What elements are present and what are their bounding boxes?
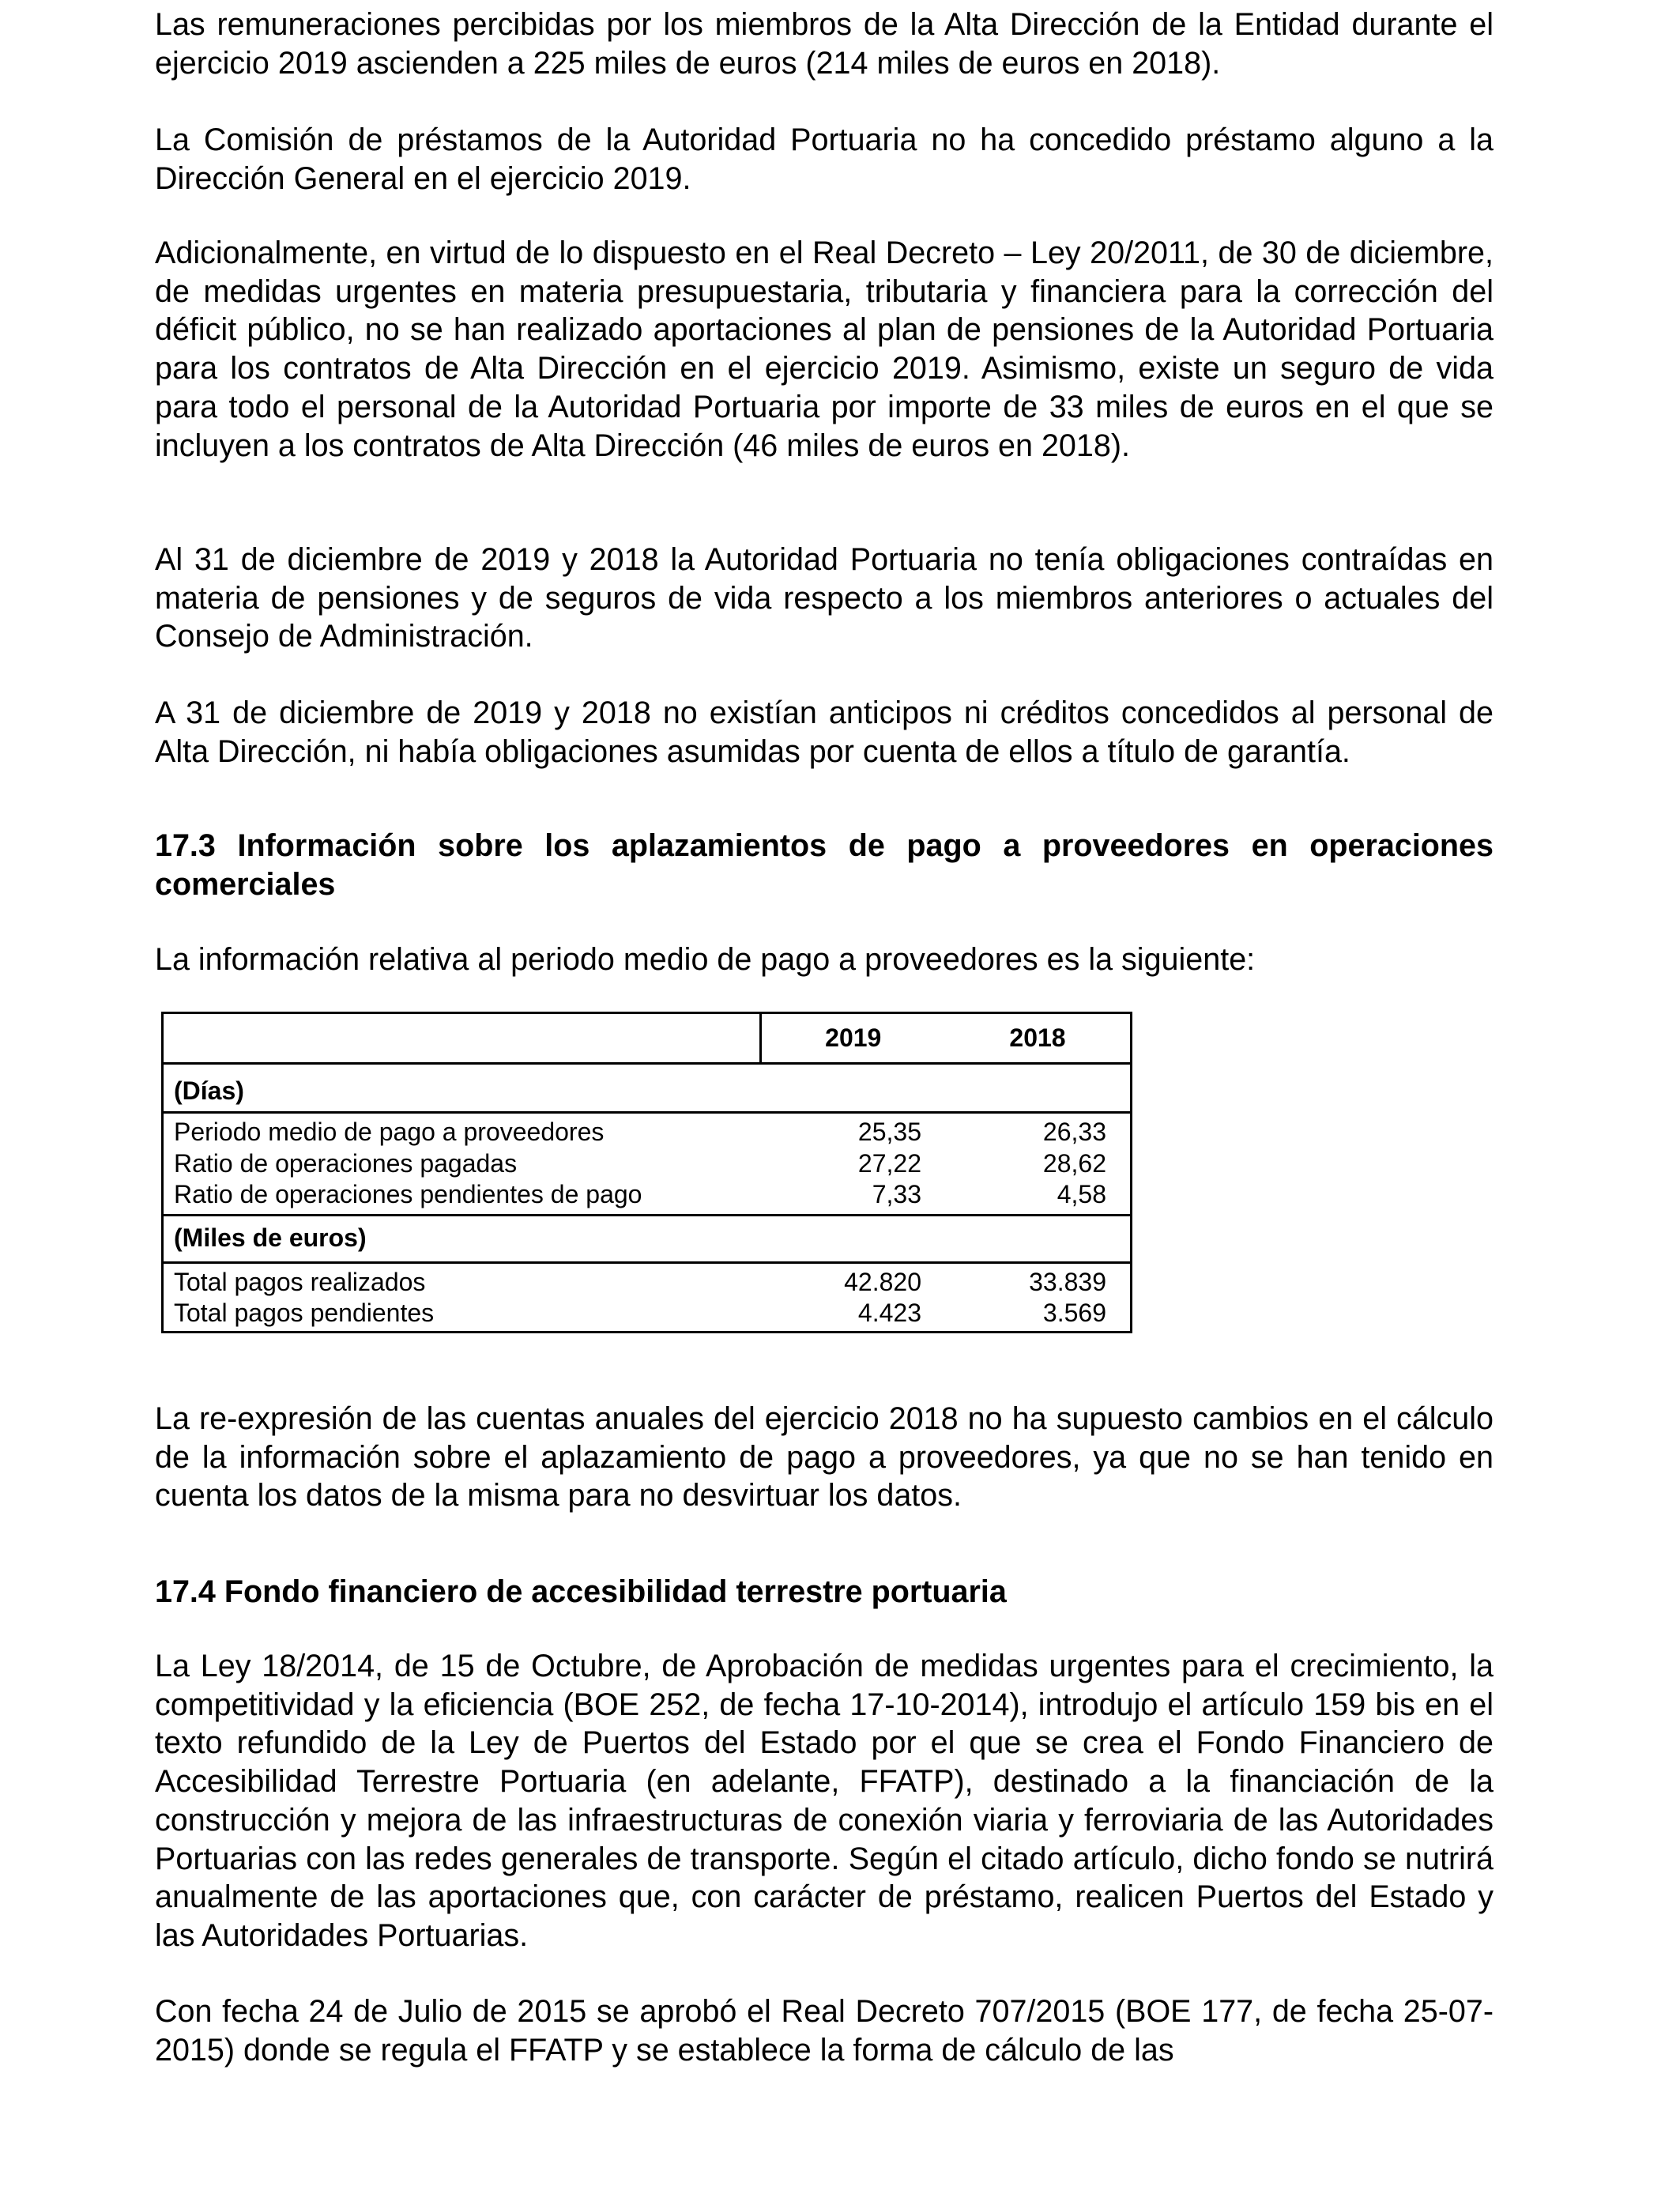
- paragraph-anticipos: A 31 de diciembre de 2019 y 2018 no existían anticipos ni créditos concedidos al personal de Alta Dirección, ni había obligaciones asumidas por cuenta de ellos a título de garantía.: [155, 696, 1494, 769]
- row-label: Total pagos realizados: [174, 1267, 426, 1296]
- row-value-2018: 3.569: [1042, 1299, 1106, 1327]
- table-group-miles-euros: (Miles de euros): [174, 1223, 367, 1253]
- table-group-dias: (Días): [174, 1076, 244, 1105]
- section-heading-17-3: 17.3 Información sobre los aplazamientos de pago a proveedores en operaciones comerciales: [155, 828, 1494, 902]
- paragraph-ley-18-2014: La Ley 18/2014, de 15 de Octubre, de Aprobación de medidas urgentes para el crecimiento, la competitividad y la eficiencia (BOE 252, de fecha 17-10-2014), introdujo el artículo 159 bis en el texto refundido de la Ley de Puertos del Estado por el que se crea el Fondo Financiero de Accesibilidad Terrestre Portuaria (en adelante, FFATP), destinado a la financiación de la construcción y mejora de las infraestructuras de conexión viaria y ferroviaria de las Autoridades Portuarias con las redes generales de transporte. Según el citado artículo, dicho fondo se nutrirá anualmente de las aportaciones que, con carácter de préstamo, realicen Puertos del Estado y las Autoridades Portuarias.: [155, 1649, 1494, 1953]
- section-heading-17-4: 17.4 Fondo financiero de accesibilidad terrestre portuaria: [155, 1574, 1007, 1609]
- row-value-2018: 33.839: [1029, 1267, 1106, 1296]
- row-value-2018: 4,58: [1057, 1180, 1106, 1208]
- row-label: Total pagos pendientes: [174, 1299, 435, 1327]
- table-group-row: [163, 1215, 1132, 1262]
- table-row: [163, 1298, 1132, 1332]
- table-header-empty: [163, 1013, 761, 1064]
- paragraph-real-decreto: Adicionalmente, en virtud de lo dispuesto en el Real Decreto – Ley 20/2011, de 30 de diciembre, de medidas urgentes en materia presupuestaria, tributaria y financiera para la corrección del déficit público, no se han realizado aportaciones al plan de pensiones de la Autoridad Portuaria para los contratos de Alta Dirección en el ejercicio 2019. Asimismo, existe un seguro de vida para todo el personal de la Autoridad Portuaria por importe de 33 miles de euros en el que se incluyen a los contratos de Alta Dirección (46 miles de euros en 2018).: [155, 236, 1494, 463]
- row-value-2018: 26,33: [1042, 1118, 1106, 1146]
- table-row: [163, 1148, 1132, 1180]
- table-header-2019: 2019: [825, 1023, 882, 1052]
- row-label: Ratio de operaciones pagadas: [174, 1148, 518, 1178]
- row-value-2019: 4.423: [857, 1299, 921, 1327]
- row-value-2019: 7,33: [872, 1180, 921, 1208]
- row-value-2018: 28,62: [1042, 1148, 1106, 1178]
- table-row: [163, 1113, 1132, 1148]
- paragraph-obligaciones: Al 31 de diciembre de 2019 y 2018 la Autoridad Portuaria no tenía obligaciones contraídas en materia de pensiones y de seguros de vida respecto a los miembros anteriores o actuales del Consejo de Administración.: [155, 542, 1494, 654]
- table-header-2018: 2018: [1009, 1023, 1066, 1052]
- table-row: [163, 1179, 1132, 1215]
- pago-proveedores-table: [161, 1012, 1132, 1333]
- row-value-2019: 27,22: [857, 1148, 921, 1178]
- table-header-row: [163, 1013, 1132, 1064]
- paragraph-intro-tabla: La información relativa al periodo medio de pago a proveedores es la siguiente:: [155, 942, 1256, 977]
- row-value-2019: 42.820: [844, 1267, 921, 1296]
- row-label: Ratio de operaciones pendientes de pago: [174, 1180, 642, 1208]
- paragraph-reexpresion: La re-expresión de las cuentas anuales del ejercicio 2018 no ha supuesto cambios en el cálculo de la información sobre el aplazamiento de pago a proveedores, ya que no se han tenido en cuenta los datos de la misma para no desvirtuar los datos.: [155, 1401, 1494, 1514]
- row-label: Periodo medio de pago a proveedores: [174, 1118, 605, 1146]
- table-row: [163, 1262, 1132, 1298]
- row-value-2019: 25,35: [857, 1118, 921, 1146]
- paragraph-real-decreto-707: Con fecha 24 de Julio de 2015 se aprobó el Real Decreto 707/2015 (BOE 177, de fecha 25-07-2015) donde se regula el FFATP y se establece la forma de cálculo de las: [155, 1994, 1494, 2068]
- paragraph-remuneraciones: Las remuneraciones percibidas por los miembros de la Alta Dirección de la Entidad durante el ejercicio 2019 ascienden a 225 miles de euros (214 miles de euros en 2018).: [155, 7, 1494, 81]
- table-group-row: [163, 1064, 1132, 1113]
- paragraph-prestamos: La Comisión de préstamos de la Autoridad Portuaria no ha concedido préstamo alguno a la Dirección General en el ejercicio 2019.: [155, 123, 1494, 196]
